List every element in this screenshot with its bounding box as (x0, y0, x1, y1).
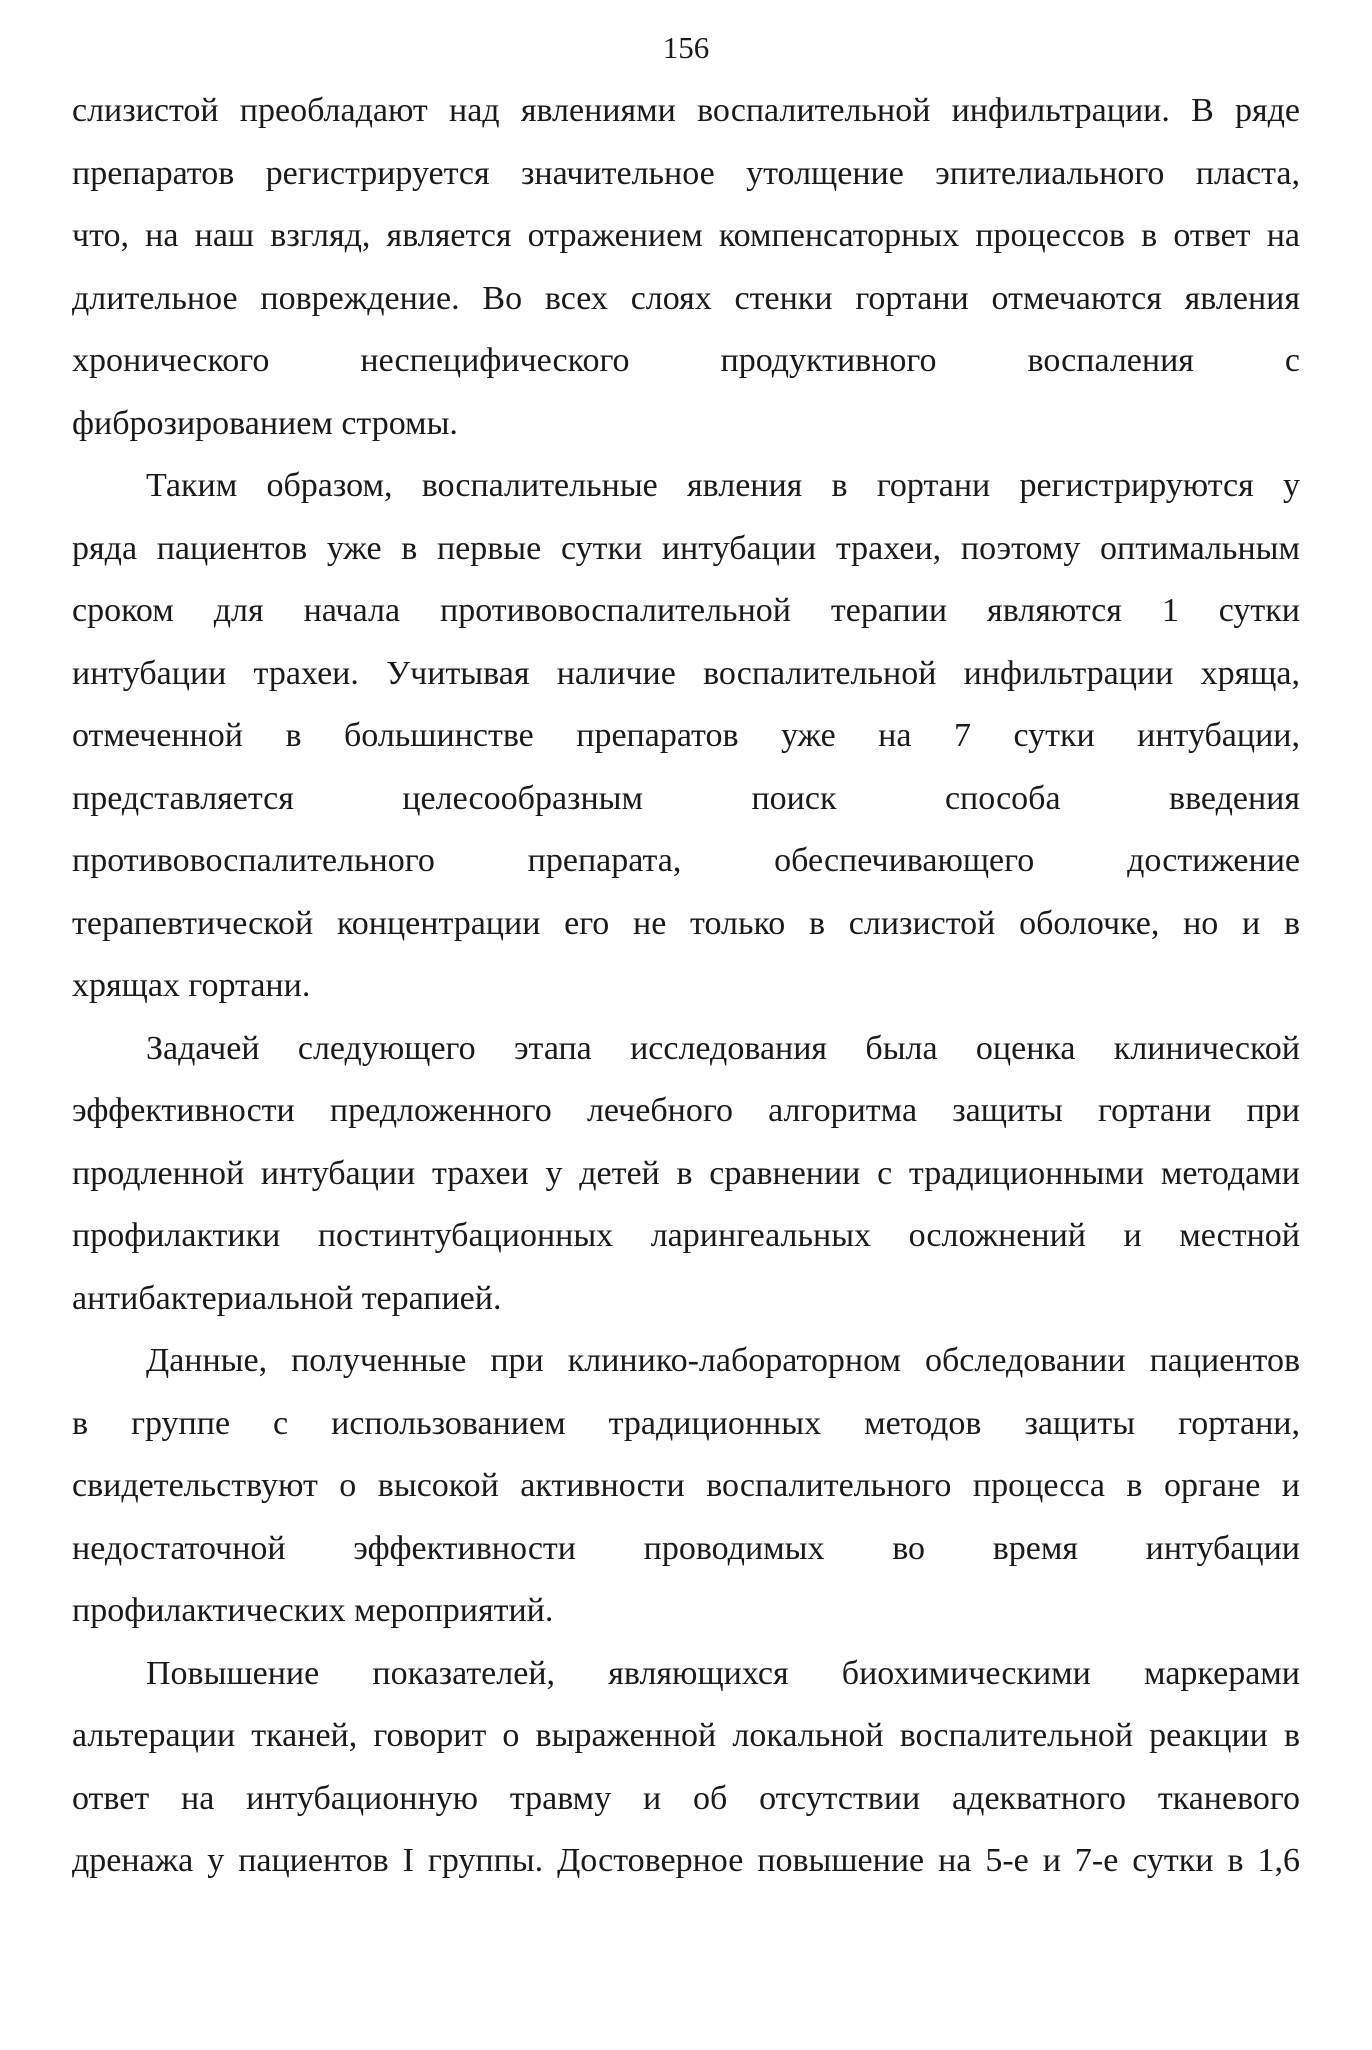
text-line: продленной интубации трахеи у детей в сравнении с традиционными методами (72, 1154, 1300, 1192)
text-line: что, на наш взгляд, является отражением компенсаторных процессов в ответ на (72, 217, 1300, 254)
text-line: профилактических мероприятий. (72, 1592, 554, 1629)
text-line: Таким образом, воспалительные явления в гортани регистрируются у (146, 467, 1300, 504)
text-line: профилактики постинтубационных ларингеальных осложнений и местной (72, 1217, 1300, 1254)
body-text (72, 80, 1300, 1893)
text-line: терапевтической концентрации его не только в слизистой оболочке, но и в (72, 904, 1300, 942)
text-line: отмеченной в большинстве препаратов уже на 7 сутки интубации, (72, 717, 1300, 754)
text-line: в группе с использованием традиционных методов защиты гортани, (72, 1404, 1300, 1442)
text-line: эффективности предложенного лечебного алгоритма защиты гортани при (72, 1092, 1300, 1129)
text-line: Повышение показателей, являющихся биохимическими маркерами (146, 1654, 1300, 1692)
text-line: Задачей следующего этапа исследования была оценка клинической (146, 1029, 1300, 1067)
text-line: фиброзированием стромы. (72, 404, 458, 442)
text-line: дренажа у пациентов I группы. Достоверное повышение на 5-е и 7-е сутки в 1,6 (72, 1842, 1300, 1879)
text-line: сроком для начала противовоспалительной терапии являются 1 сутки (72, 592, 1300, 629)
text-line: ответ на интубационную травму и об отсутствии адекватного тканевого (72, 1779, 1300, 1817)
text-line: хрящах гортани. (72, 967, 311, 1004)
text-line: альтерации тканей, говорит о выраженной локальной воспалительной реакции в (72, 1717, 1300, 1754)
text-line: ряда пациентов уже в первые сутки интубации трахеи, поэтому оптимальным (72, 529, 1300, 567)
text-line: препаратов регистрируется значительное утолщение эпителиального пласта, (72, 154, 1300, 192)
text-line: свидетельствуют о высокой активности воспалительного процесса в органе и (72, 1467, 1300, 1504)
page-number: 156 (662, 30, 710, 65)
text-line: противовоспалительного препарата, обеспечивающего достижение (72, 842, 1300, 879)
text-line: антибактериальной терапией. (72, 1279, 502, 1317)
text-line: интубации трахеи. Учитывая наличие воспалительной инфильтрации хряща, (72, 654, 1300, 692)
text-line: длительное повреждение. Во всех слоях стенки гортани отмечаются явления (72, 279, 1300, 317)
text-line: представляется целесообразным поиск способа введения (72, 779, 1300, 817)
text-line: недостаточной эффективности проводимых во время интубации (72, 1529, 1300, 1567)
text-line: Данные, полученные при клинико-лабораторном обследовании пациентов (146, 1342, 1300, 1379)
text-line: слизистой преобладают над явлениями воспалительной инфильтрации. В ряде (72, 92, 1300, 129)
text-line: хронического неспецифического продуктивного воспаления с (72, 342, 1300, 379)
